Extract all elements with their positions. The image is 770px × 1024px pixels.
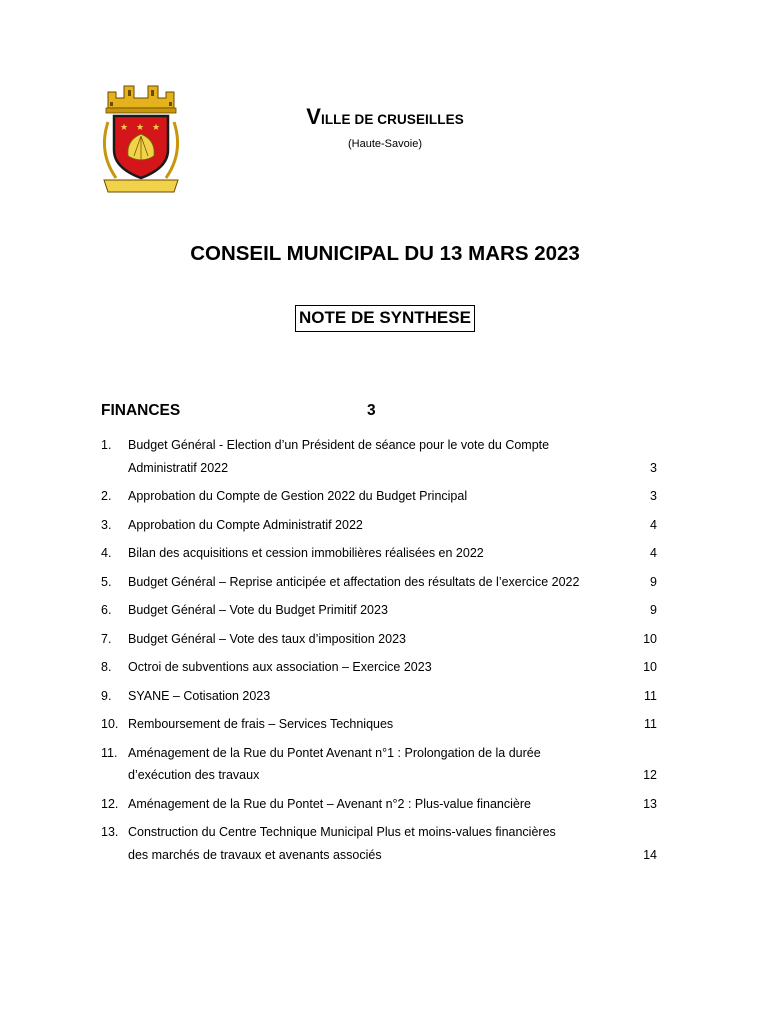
- toc-item-text: Bilan des acquisitions et cession immobilières réalisées en 2022: [128, 546, 484, 560]
- toc-item: [101, 821, 657, 866]
- toc-item-text: Budget Général - Election d’un Président de séance pour le vote du Compte: [128, 438, 550, 452]
- toc-item-text: Budget Général – Vote des taux d’imposition 2023: [128, 631, 406, 646]
- town-name: [252, 104, 518, 130]
- toc-item: [101, 656, 657, 679]
- toc-item-page: 4: [650, 546, 657, 560]
- toc-item-number: 8.: [101, 660, 112, 674]
- toc-item-number: 3.: [101, 517, 112, 532]
- toc-item: [101, 542, 657, 565]
- toc-item: [101, 685, 657, 708]
- toc-item-number: 4.: [101, 546, 112, 560]
- toc-item-text: Aménagement de la Rue du Pontet Avenant n°1 : Prolongation de la durée: [128, 745, 541, 760]
- svg-text:★: ★: [120, 123, 129, 133]
- toc-item-page: 4: [650, 517, 657, 532]
- svg-text:★: ★: [136, 123, 145, 133]
- toc-item-page: 11: [644, 688, 657, 703]
- town-initial: V: [306, 104, 321, 129]
- toc-item: [101, 793, 657, 816]
- toc-item: [101, 742, 657, 787]
- town-header: [252, 104, 518, 150]
- town-name-rest: ILLE DE CRUSEILLES: [320, 112, 464, 127]
- toc-item: [101, 434, 657, 479]
- toc-item-page: 13: [643, 796, 657, 811]
- toc-item-number: 5.: [101, 574, 112, 589]
- toc-item: [101, 485, 657, 508]
- toc-item-number: 10.: [101, 717, 119, 731]
- svg-text:★: ★: [152, 123, 161, 133]
- toc-item-page: 10: [643, 660, 657, 674]
- toc-item-page: 3: [650, 460, 657, 475]
- toc-item: [101, 514, 657, 537]
- toc-item-page: 10: [643, 631, 657, 646]
- coat-of-arms-logo: [96, 82, 186, 194]
- toc-item-text: Approbation du Compte Administratif 2022: [128, 517, 363, 532]
- section-page-number: 3: [367, 402, 376, 419]
- toc-item-text: Budget Général – Vote du Budget Primitif 2023: [128, 603, 388, 617]
- toc-item-text: Budget Général – Reprise anticipée et affectation des résultats de l’exercice 2022: [128, 574, 580, 589]
- toc-item-page: 11: [644, 717, 657, 731]
- toc-item-number: 9.: [101, 688, 112, 703]
- toc-item-page: 14: [643, 847, 657, 862]
- toc-item-text: des marchés de travaux et avenants associés: [128, 847, 382, 862]
- toc-item-number: 6.: [101, 603, 112, 617]
- department: (Haute-Savoie): [348, 138, 422, 150]
- toc-item-page: 9: [650, 574, 657, 589]
- toc-item-number: 13.: [101, 825, 119, 839]
- toc-item: [101, 599, 657, 622]
- toc-item: [101, 628, 657, 651]
- toc-item: [101, 713, 657, 736]
- toc-item-number: 2.: [101, 489, 112, 503]
- toc-item-text: d’exécution des travaux: [128, 768, 260, 782]
- toc-item-page: 12: [643, 768, 657, 782]
- table-of-contents: [101, 434, 657, 872]
- subtitle-wrap: [0, 305, 770, 332]
- toc-item-text: Approbation du Compte de Gestion 2022 du Budget Principal: [128, 489, 468, 503]
- section-heading: [101, 402, 391, 420]
- toc-item-number: 12.: [101, 796, 119, 811]
- document-subtitle: NOTE DE SYNTHESE: [295, 305, 475, 332]
- toc-item-number: 1.: [101, 438, 112, 452]
- toc-item-text: Aménagement de la Rue du Pontet – Avenant n°2 : Plus-value financière: [128, 796, 531, 811]
- toc-item-text: SYANE – Cotisation 2023: [128, 688, 271, 703]
- toc-item-text: Administratif 2022: [128, 460, 229, 475]
- toc-item-number: 7.: [101, 631, 112, 646]
- toc-item-text: Construction du Centre Technique Municipal Plus et moins-values financières: [128, 825, 556, 839]
- toc-item-number: 11.: [101, 745, 118, 760]
- document-title: CONSEIL MUNICIPAL DU 13 MARS 2023: [190, 242, 580, 265]
- section-label: FINANCES: [101, 402, 181, 419]
- toc-item-page: 9: [650, 603, 657, 617]
- toc-item-page: 3: [650, 489, 657, 503]
- toc-item: [101, 571, 657, 594]
- toc-item-text: Remboursement de frais – Services Techniques: [128, 717, 394, 731]
- toc-item-text: Octroi de subventions aux association – Exercice 2023: [128, 660, 432, 674]
